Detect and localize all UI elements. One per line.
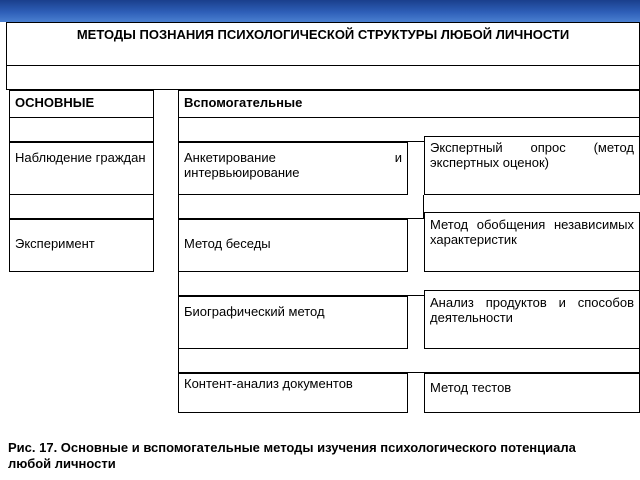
aux-spacer	[178, 195, 424, 219]
main-methods-header: ОСНОВНЫЕ	[9, 90, 154, 118]
aux-method-questionnaire: Анкетирование и интервьюирование	[178, 142, 408, 195]
auxiliary-methods-header: Вспомогательные	[178, 90, 640, 118]
aux-method-activity-products: Анализ продуктов и способов деятельности	[424, 290, 640, 349]
aux-spacer	[178, 349, 640, 373]
main-method-observation: Наблюдение граждан	[9, 142, 154, 195]
aux-method-tests: Метод тестов	[424, 373, 640, 413]
main-method-experiment: Эксперимент	[9, 219, 154, 272]
title-separator	[6, 66, 640, 90]
aux-method-biographical: Биографический метод	[178, 296, 408, 349]
top-accent-bar	[0, 0, 640, 22]
aux-method-conversation: Метод беседы	[178, 219, 408, 272]
aux-method-independent-characteristics: Метод обобщения независимых характеристик	[424, 212, 640, 272]
figure-caption: Рис. 17. Основные и вспомогательные методы изучения психологического потенциала любой личности	[8, 440, 576, 471]
aux-method-expert-survey: Экспертный опрос (метод экспертных оценок)	[424, 136, 640, 195]
aux-method-content-analysis: Контент-анализ документов	[178, 373, 408, 413]
main-spacer	[9, 195, 154, 219]
main-spacer	[9, 118, 154, 142]
diagram-title: МЕТОДЫ ПОЗНАНИЯ ПСИХОЛОГИЧЕСКОЙ СТРУКТУРЫ ЛЮБОЙ ЛИЧНОСТИ	[6, 22, 640, 66]
